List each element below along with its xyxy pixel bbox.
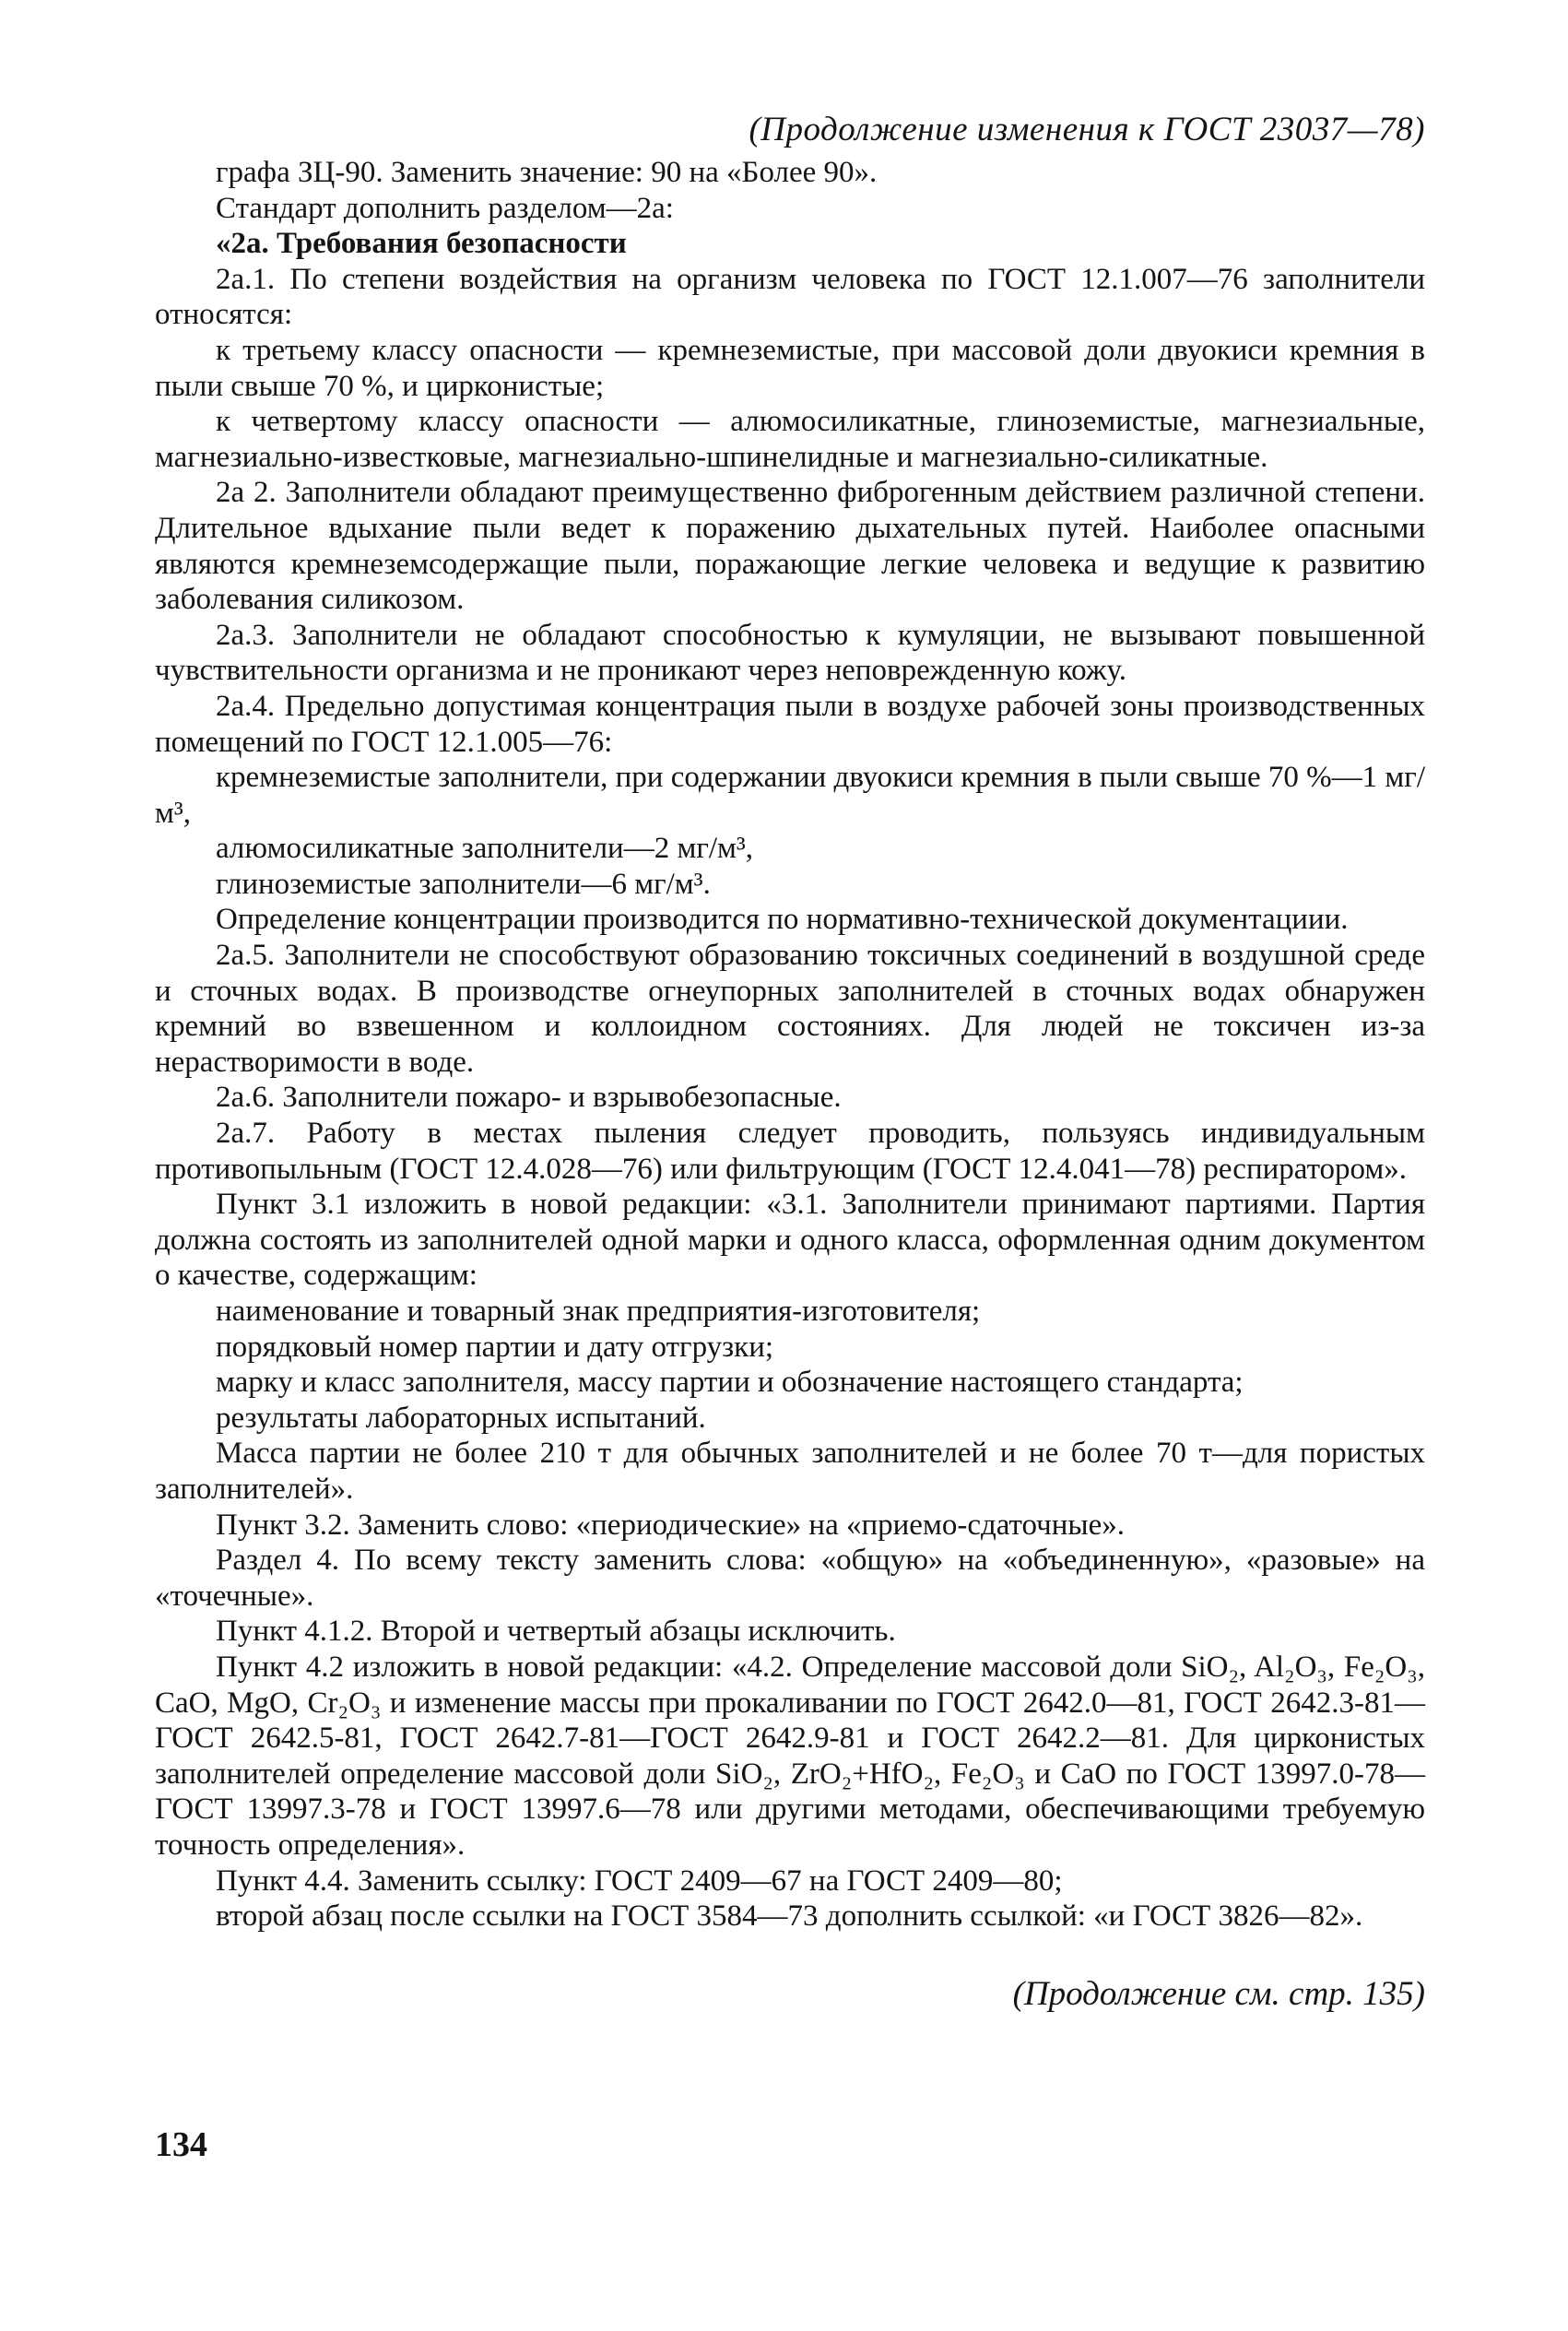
paragraph: Определение концентрации производится по нормативно-технической документациии. [216, 903, 1349, 937]
paragraph: Пункт 4.2 изложить в новой редакции: «4.2. Определение массовой доли SiO₂, Al₂O₃, Fe₂O₃, CaO, MgO, Cr₂O₃ и изменение массы при прокаливании по ГОСТ 2642.0—81, ГОСТ 2642.3-81—ГОСТ 2642.5-81, ГОСТ 2642.7-81—ГОСТ 2642.9-81 и ГОСТ 2642.2—81. Для цирконистых заполнителей определение массовой доли SiO₂, ZrO₂+HfO₂, Fe₂O₃ и CaO по ГОСТ 13997.0-78—ГОСТ 13997.3-78 и ГОСТ 13997.6—78 или другими методами, обеспечивающими требуемую точность определения». [155, 1650, 1425, 1862]
paragraph: 2а.5. Заполнители не способствуют образованию токсичных соединений в воздушной среде и сточных водах. В производстве огнеупорных заполнителей в сточных водах обнаружен кремний во взвешенном и коллоидном состояниях. Для людей не токсичен из-за нерастворимости в воде. [155, 939, 1425, 1079]
page-header: (Продолжение изменения к ГОСТ 23037—78) [749, 111, 1425, 148]
paragraph: второй абзац после ссылки на ГОСТ 3584—73 дополнить ссылкой: «и ГОСТ 3826—82». [216, 1899, 1363, 1934]
body-text [155, 155, 1425, 1935]
paragraph: Пункт 4.4. Заменить ссылку: ГОСТ 2409—67 на ГОСТ 2409—80; [216, 1864, 1063, 1898]
paragraph: 2а 2. Заполнители обладают преимущественно фиброгенным действием различной степени. Длительное вдыхание пыли ведет к поражению дыхательных путей. Наиболее опасными являются кремнеземсодержащие пыли, поражающие легкие человека и ведущие к развитию заболевания силикозом. [155, 476, 1425, 617]
continuation-note: (Продолжение см. стр. 135) [1012, 1974, 1425, 2013]
paragraph: глиноземистые заполнители—6 мг/м³. [216, 867, 711, 901]
paragraph: графа ЗЦ-90. Заменить значение: 90 на «Более 90». [216, 156, 878, 189]
paragraph: наименование и товарный знак предприятия-изготовителя; [216, 1295, 981, 1328]
paragraph: Масса партии не более 210 т для обычных заполнителей и не более 70 т—для пористых заполнителей». [155, 1437, 1425, 1506]
paragraph: 2а.4. Предельно допустимая концентрация пыли в воздухе рабочей зоны производственных помещений по ГОСТ 12.1.005—76: [155, 689, 1425, 759]
paragraph: 2а.3. Заполнители не обладают способностью к кумуляции, не вызывают повышенной чувствительности организма и не проникают через неповрежденную кожу. [155, 618, 1425, 688]
page-number: 134 [155, 2125, 207, 2164]
paragraph: к четвертому классу опасности — алюмосиликатные, глиноземистые, магнезиальные, магнезиально-известковые, магнезиально-шпинелидные и магнезиально-силикатные. [155, 405, 1425, 474]
paragraph: кремнеземистые заполнители, при содержании двуокиси кремния в пыли свыше 70 %—1 мг/м³, [155, 761, 1425, 830]
paragraph: Пункт 4.1.2. Второй и четвертый абзацы исключить. [216, 1615, 896, 1649]
section-heading: «2а. Требования безопасности [216, 227, 627, 261]
paragraph: Раздел 4. По всему тексту заменить слова: «общую» на «объединенную», «разовые» на «точечные». [155, 1544, 1425, 1613]
paragraph: Стандарт дополнить разделом—2а: [216, 191, 674, 225]
paragraph: Пункт 3.1 изложить в новой редакции: «3.1. Заполнители принимают партиями. Партия должна состоять из заполнителей одной марки и одного класса, оформленная одним документом о качестве, содержащим: [155, 1188, 1425, 1293]
paragraph: алюмосиликатные заполнители—2 мг/м³, [216, 832, 754, 866]
paragraph: 2а.7. Работу в местах пыления следует проводить, пользуясь индивидуальным противопыльным (ГОСТ 12.4.028—76) или фильтрующим (ГОСТ 12.4.041—78) респиратором». [155, 1117, 1425, 1186]
document-page [155, 109, 1425, 2016]
paragraph: результаты лабораторных испытаний. [216, 1401, 706, 1435]
paragraph: марку и класс заполнителя, массу партии и обозначение настоящего стандарта; [216, 1366, 1244, 1400]
paragraph: 2а.6. Заполнители пожаро- и взрывобезопасные. [216, 1081, 842, 1115]
paragraph: Пункт 3.2. Заменить слово: «периодические» на «приемо-сдаточные». [216, 1508, 1126, 1542]
paragraph: 2а.1. По степени воздействия на организм человека по ГОСТ 12.1.007—76 заполнители относятся: [155, 262, 1425, 332]
paragraph: порядковый номер партии и дату отгрузки; [216, 1330, 774, 1364]
paragraph: к третьему классу опасности — кремнеземистые, при массовой доли двуокиси кремния в пыли свыше 70 %, и цирконистые; [155, 333, 1425, 403]
